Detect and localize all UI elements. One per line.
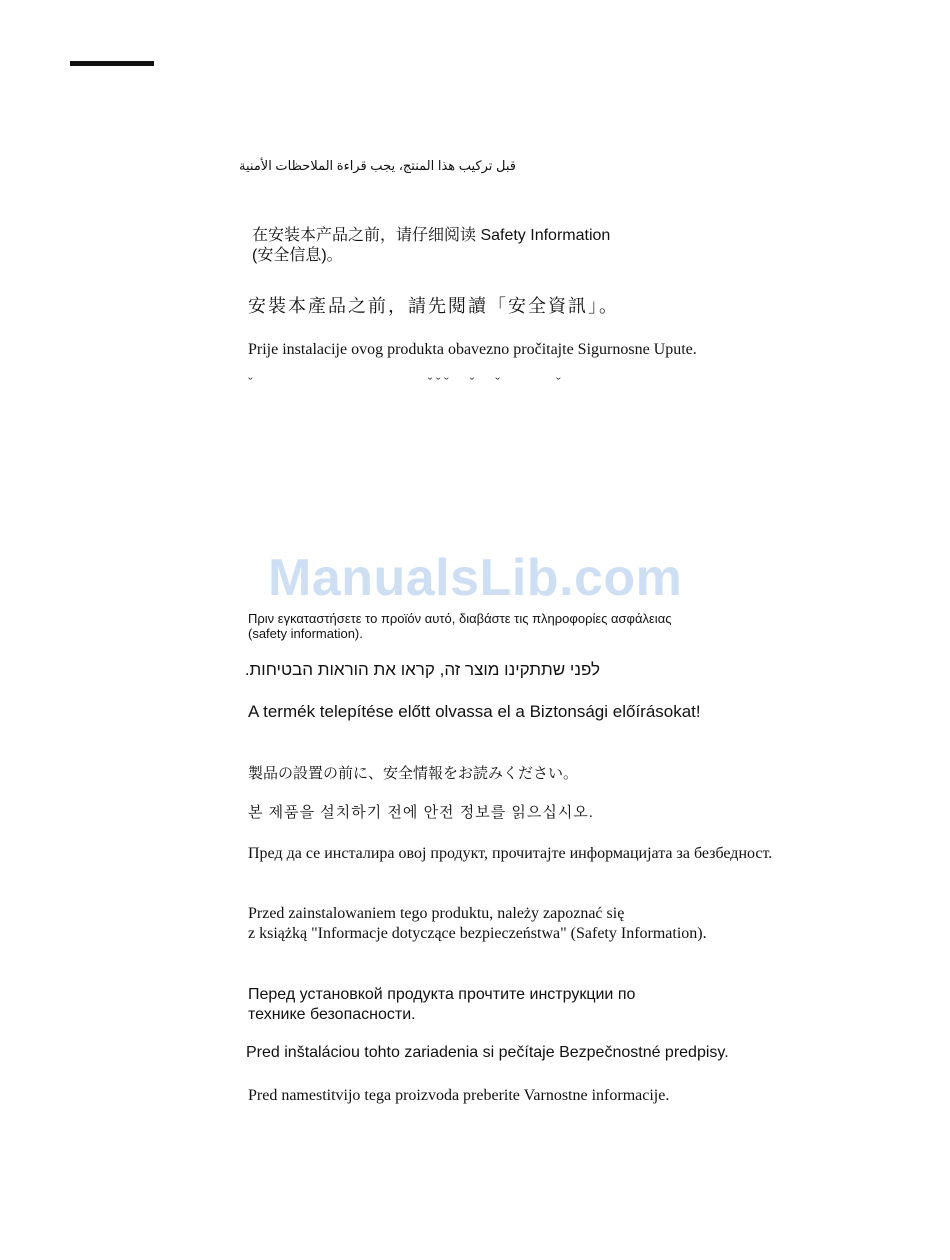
- notice-polish-line2: z książką "Informacje dotyczące bezpieczeństwa" (Safety Information).: [248, 925, 707, 942]
- notice-croatian: Prije instalacije ovog produkta obavezno pročitajte Sigurnosne Upute.: [248, 341, 697, 358]
- notice-korean: 본 제품을 설치하기 전에 안전 정보를 읽으십시오.: [248, 804, 594, 821]
- notice-greek-line1: Πριν εγκαταστήσετε το προϊόν αυτό, διαβάστε τις πληροφορίες ασφάλειας: [248, 611, 672, 626]
- top-rule: [70, 61, 154, 66]
- notice-chinese-simplified-line1: 在安装本产品之前，请仔细阅读 Safety Information: [252, 227, 611, 244]
- notice-macedonian: Пред да се инсталира овој продукт, прочитајте информацијата за безбедност.: [248, 845, 773, 862]
- notice-czech-marks: ˇ ˇ ˇ ˇ ˇ ˇ ˇ: [248, 376, 561, 391]
- watermark: ManualsLib.com: [268, 549, 683, 607]
- notice-russian-line1: Перед установкой продукта прочтите инструкции по: [248, 986, 636, 1003]
- notice-japanese: 製品の設置の前に、安全情報をお読みください。: [248, 765, 579, 782]
- notice-slovak: Pred inštaláciou tohto zariadenia si pečítaje Bezpečnostné predpisy.: [246, 1044, 729, 1061]
- notice-polish-line1: Przed zainstalowaniem tego produktu, należy zapoznać się: [248, 905, 625, 922]
- notice-greek-line2: (safety information).: [248, 626, 363, 641]
- notice-slovenian: Pred namestitvijo tega proizvoda preberite Varnostne informacije.: [248, 1087, 670, 1104]
- notice-arabic: قبل تركيب هذا المنتج، يجب قراءة الملاحظات الأمنية: [239, 158, 516, 173]
- notice-chinese-traditional: 安裝本產品之前，請先閱讀「安全資訊」。: [248, 296, 619, 317]
- notice-russian-line2: технике безопасности.: [248, 1006, 416, 1023]
- notice-hungarian: A termék telepítése előtt olvassa el a Biztonsági előírásokat!: [248, 702, 701, 721]
- notice-chinese-simplified-line2: (安全信息)。: [252, 247, 343, 264]
- notice-hebrew: לפני שתתקינו מוצר זה, קראו את הוראות הבטיחות.: [244, 660, 600, 679]
